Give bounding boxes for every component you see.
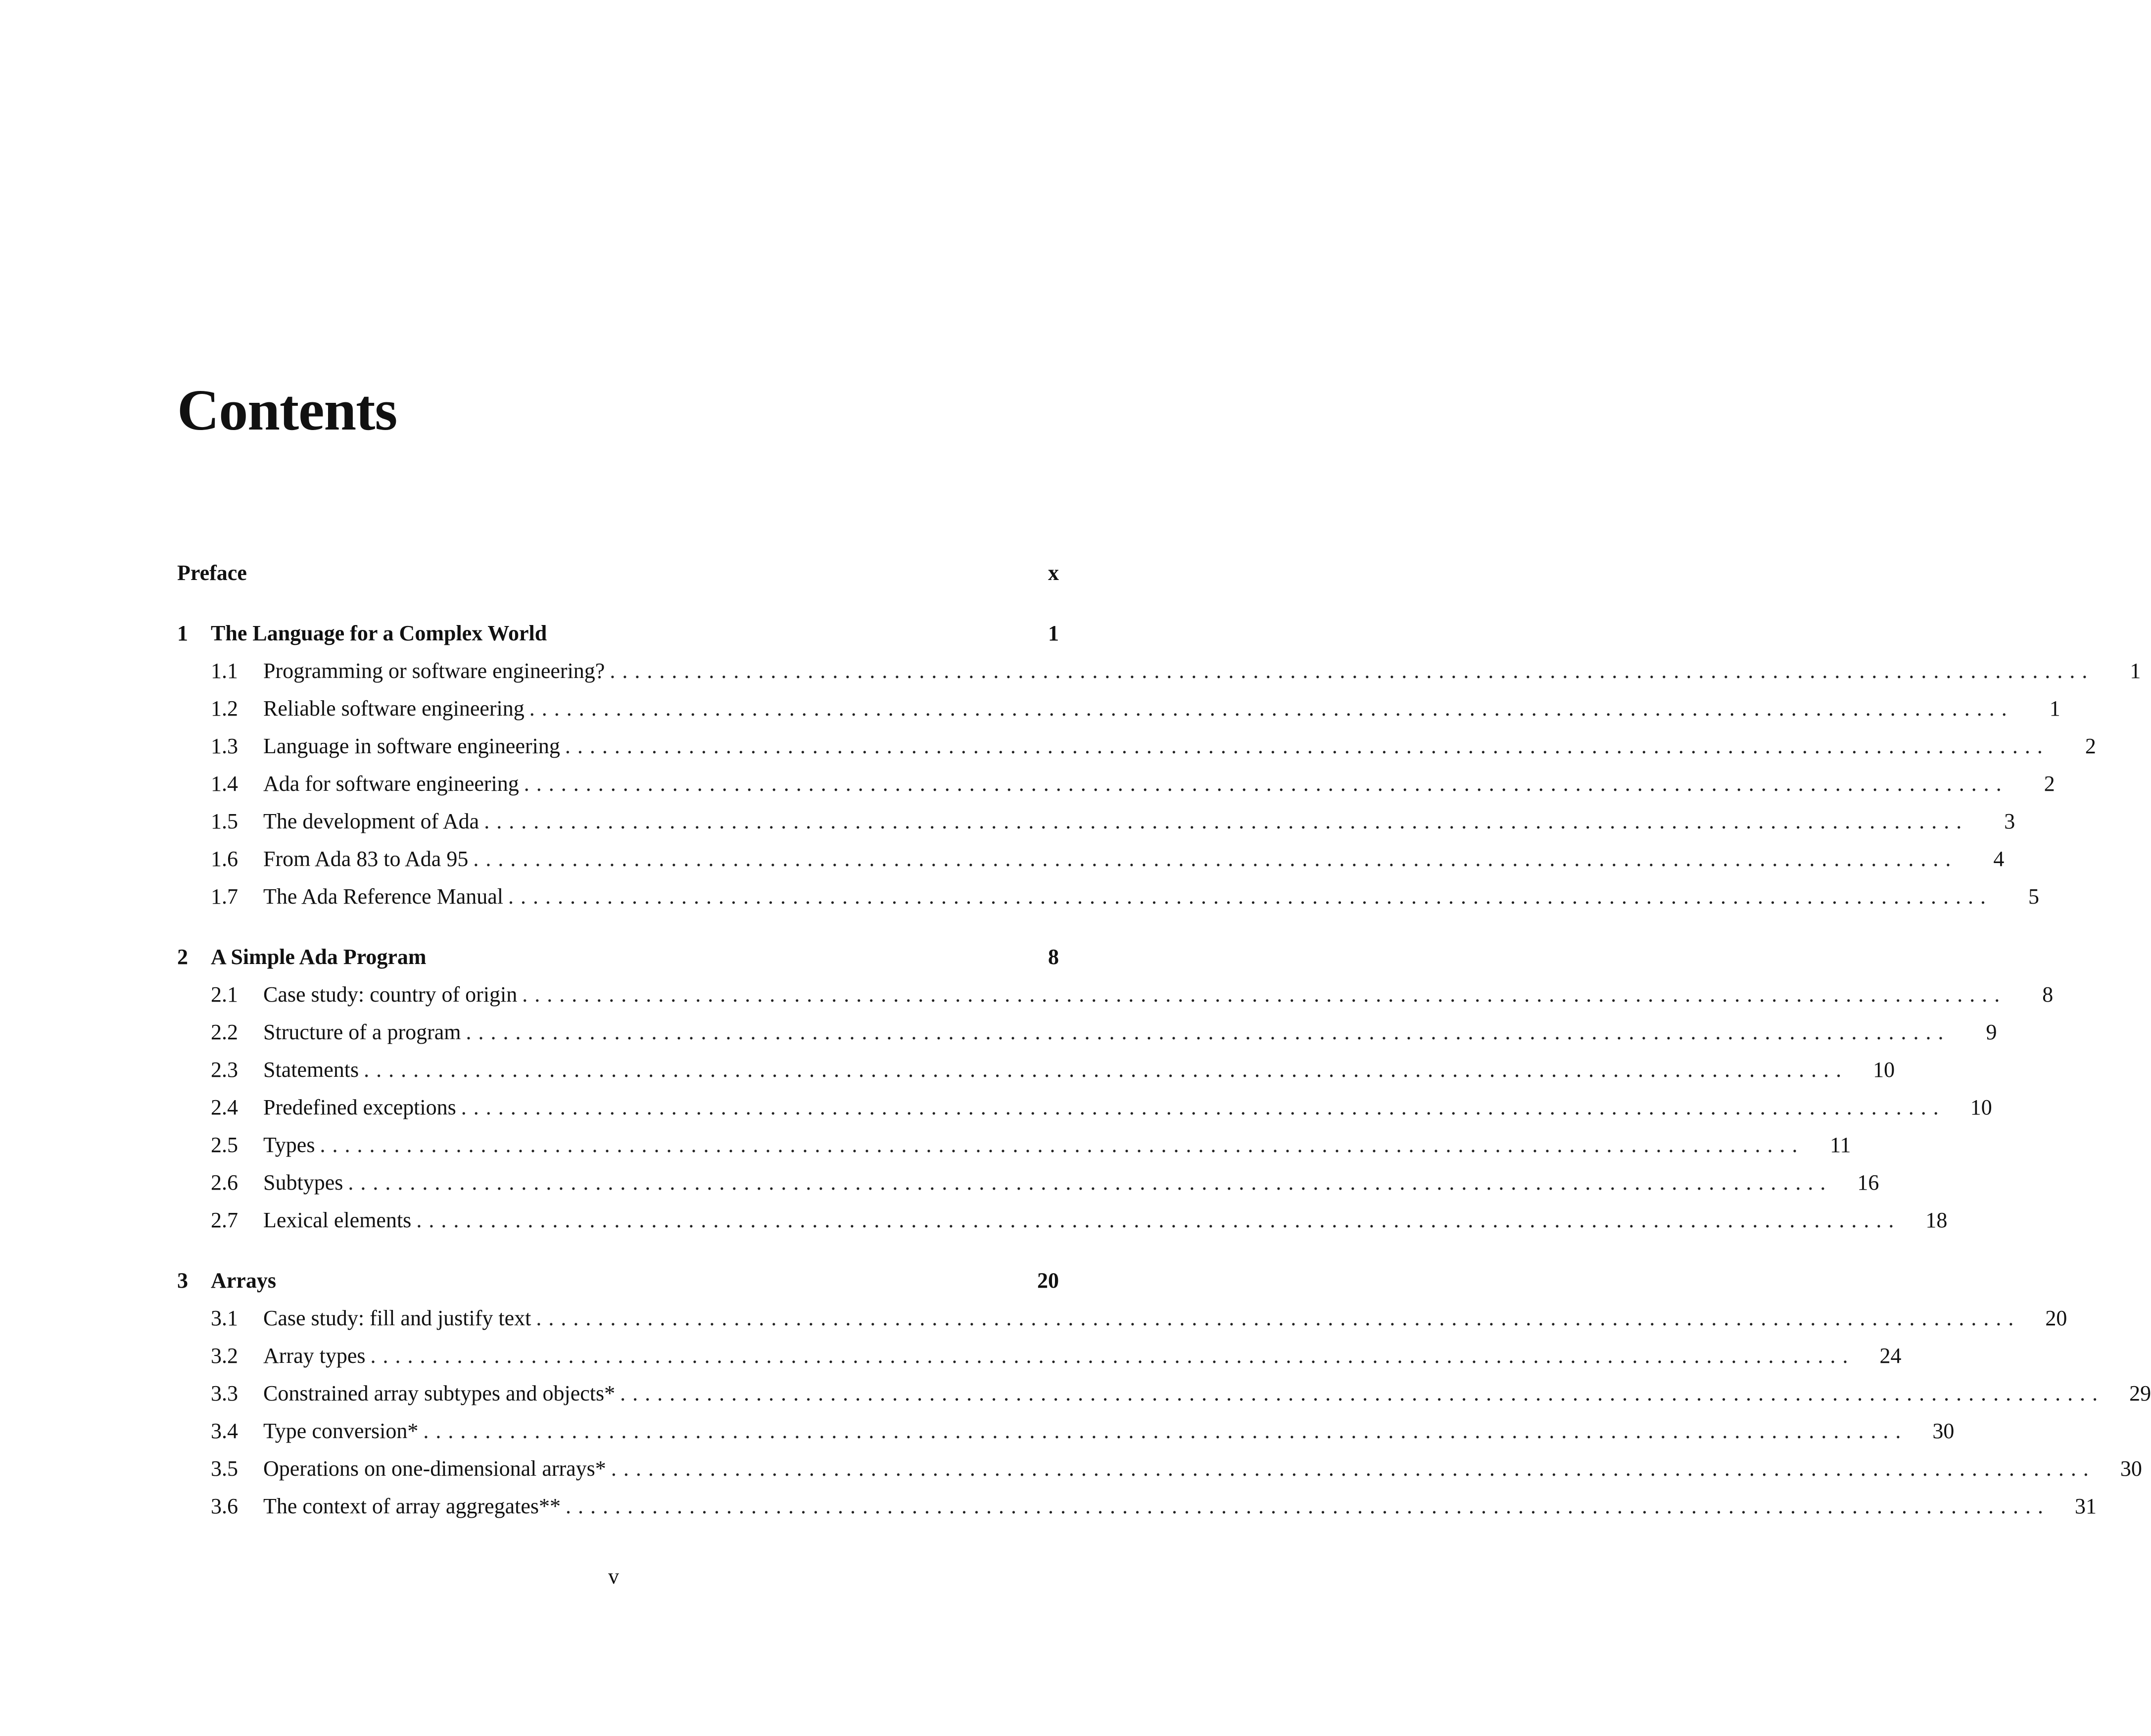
toc-entry-title: The context of array aggregates** bbox=[263, 1494, 561, 1518]
dot-leader: ........................................................................................................................ bbox=[536, 1306, 2021, 1330]
toc-preface-entry[interactable] bbox=[177, 554, 1059, 592]
toc-section-entry[interactable] bbox=[177, 652, 2141, 690]
toc-section-number: 3.2 bbox=[211, 1344, 238, 1368]
dot-leader: ........................................................................................................................ bbox=[508, 884, 1993, 909]
toc-section-number: 1.4 bbox=[211, 772, 238, 796]
toc-section-number: 3.3 bbox=[211, 1381, 238, 1405]
toc-entry-title: Types bbox=[263, 1133, 315, 1157]
toc-entry-page: 16 bbox=[1857, 1170, 1879, 1195]
toc-section-entry[interactable] bbox=[177, 1202, 1948, 1239]
dot-leader: ........................................................................................................................ bbox=[529, 696, 2014, 721]
toc-entry-title: The Language for a Complex World bbox=[211, 621, 547, 645]
dot-leader: ........................................................................................................................ bbox=[370, 1344, 1855, 1368]
toc-section-entry[interactable] bbox=[177, 1126, 1851, 1164]
toc-section-number: 3.5 bbox=[211, 1456, 238, 1481]
toc-entry-title: Case study: country of origin bbox=[263, 982, 518, 1007]
toc-section-entry[interactable] bbox=[177, 1450, 2142, 1488]
toc-entry-page: 18 bbox=[1925, 1208, 1948, 1232]
toc-entry-page: 2 bbox=[2085, 734, 2096, 758]
table-of-contents bbox=[177, 554, 2151, 1525]
toc-entry-title: Programming or software engineering? bbox=[263, 659, 605, 683]
toc-entry-page: 30 bbox=[2120, 1456, 2142, 1481]
toc-entry-page: 9 bbox=[1986, 1020, 1997, 1044]
page-number: v bbox=[608, 1564, 619, 1589]
toc-section-entry[interactable] bbox=[177, 1013, 1997, 1051]
toc-section-entry[interactable] bbox=[177, 765, 2055, 803]
toc-entry-title: Type conversion* bbox=[263, 1419, 419, 1443]
toc-section-entry[interactable] bbox=[177, 1300, 2067, 1337]
toc-section-entry[interactable] bbox=[177, 1164, 1879, 1202]
dot-leader: ........................................................................................................................ bbox=[320, 1133, 1805, 1157]
toc-entry-page: 1 bbox=[1048, 621, 1059, 645]
dot-leader: ........................................................................................................................ bbox=[611, 1456, 2096, 1481]
toc-section-number: 1.3 bbox=[211, 734, 238, 758]
toc-section-number: 1.2 bbox=[211, 696, 238, 721]
toc-section-number: 1.5 bbox=[211, 809, 238, 833]
toc-section-entry[interactable] bbox=[177, 1375, 2151, 1412]
toc-section-entry[interactable] bbox=[177, 690, 2060, 727]
toc-entry-page: 10 bbox=[1873, 1058, 1895, 1082]
toc-entry-title: Case study: fill and justify text bbox=[263, 1306, 531, 1330]
toc-entry-page: 10 bbox=[1970, 1095, 1992, 1119]
toc-section-entry[interactable] bbox=[177, 1488, 2097, 1525]
dot-leader: ........................................................................................................................ bbox=[524, 772, 2008, 796]
dot-leader: ........................................................................................................................ bbox=[416, 1208, 1901, 1232]
toc-section-entry[interactable] bbox=[177, 840, 2005, 878]
toc-entry-title: Ada for software engineering bbox=[263, 772, 519, 796]
toc-entry-page: 20 bbox=[1037, 1268, 1059, 1293]
dot-leader: ........................................................................................................................ bbox=[461, 1095, 1946, 1119]
toc-entry-title: Arrays bbox=[211, 1268, 276, 1293]
dot-leader: ........................................................................................................................ bbox=[473, 847, 1958, 871]
dot-leader: ........................................................................................................................ bbox=[484, 809, 1969, 833]
dot-leader: ........................................................................................................................ bbox=[466, 1020, 1951, 1044]
toc-entry-title: Subtypes bbox=[263, 1170, 343, 1195]
toc-section-entry[interactable] bbox=[177, 878, 2039, 916]
toc-entry-page: 8 bbox=[2042, 982, 2054, 1007]
toc-entry-page: 2 bbox=[2044, 772, 2055, 796]
toc-entry-title: From Ada 83 to Ada 95 bbox=[263, 847, 469, 871]
toc-section-number: 2.3 bbox=[211, 1058, 238, 1082]
toc-entry-title: Constrained array subtypes and objects* bbox=[263, 1381, 616, 1405]
toc-section-number: 1.7 bbox=[211, 884, 238, 909]
dot-leader: ........................................................................................................................ bbox=[565, 734, 2050, 758]
toc-entry-title: Operations on one-dimensional arrays* bbox=[263, 1456, 606, 1481]
toc-entry-title: Preface bbox=[177, 561, 247, 585]
dot-leader: ........................................................................................................................ bbox=[620, 1381, 2105, 1405]
dot-leader: ........................................................................................................................ bbox=[522, 982, 2007, 1007]
toc-chapter-entry[interactable] bbox=[177, 615, 1059, 652]
toc-entry-title: Statements bbox=[263, 1058, 359, 1082]
toc-entry-page: 4 bbox=[1993, 847, 2005, 871]
toc-entry-title: Reliable software engineering bbox=[263, 696, 525, 721]
toc-section-entry[interactable] bbox=[177, 727, 2096, 765]
toc-section-number: 1.6 bbox=[211, 847, 238, 871]
toc-section-number: 2.6 bbox=[211, 1170, 238, 1195]
toc-entry-page: 1 bbox=[2130, 659, 2141, 683]
toc-entry-page: 29 bbox=[2129, 1381, 2151, 1405]
toc-section-entry[interactable] bbox=[177, 1089, 1992, 1126]
toc-entry-title: The development of Ada bbox=[263, 809, 479, 833]
toc-entry-title: Predefined exceptions bbox=[263, 1095, 456, 1119]
toc-section-entry[interactable] bbox=[177, 1051, 1895, 1089]
toc-chapter-number: 2 bbox=[177, 945, 188, 969]
toc-chapter-entry[interactable] bbox=[177, 1262, 1059, 1300]
toc-entry-page: 1 bbox=[2049, 696, 2060, 721]
dot-leader: ........................................................................................................................ bbox=[610, 659, 2095, 683]
toc-section-number: 3.4 bbox=[211, 1419, 238, 1443]
toc-section-number: 3.6 bbox=[211, 1494, 238, 1518]
toc-chapter-number: 3 bbox=[177, 1268, 188, 1293]
dot-leader: ........................................................................................................................ bbox=[566, 1494, 2051, 1518]
toc-entry-title: Language in software engineering bbox=[263, 734, 560, 758]
dot-leader: ........................................................................................................................ bbox=[348, 1170, 1833, 1195]
toc-entry-page: 5 bbox=[2028, 884, 2039, 909]
toc-section-number: 2.2 bbox=[211, 1020, 238, 1044]
toc-entry-page: 11 bbox=[1830, 1133, 1851, 1157]
toc-entry-title: A Simple Ada Program bbox=[211, 945, 427, 969]
toc-entry-title: The Ada Reference Manual bbox=[263, 884, 503, 909]
toc-section-entry[interactable] bbox=[177, 803, 2015, 840]
toc-entry-title: Array types bbox=[263, 1344, 366, 1368]
toc-entry-page: 24 bbox=[1879, 1344, 1902, 1368]
toc-entry-page: 31 bbox=[2075, 1494, 2097, 1518]
dot-leader: ........................................................................................................................ bbox=[423, 1419, 1908, 1443]
toc-section-number: 2.7 bbox=[211, 1208, 238, 1232]
toc-entry-page: 30 bbox=[1932, 1419, 1955, 1443]
dot-leader: ........................................................................................................................ bbox=[364, 1058, 1849, 1082]
toc-section-number: 2.4 bbox=[211, 1095, 238, 1119]
toc-entry-title: Lexical elements bbox=[263, 1208, 412, 1232]
toc-section-number: 3.1 bbox=[211, 1306, 238, 1330]
toc-entry-page: 8 bbox=[1048, 945, 1059, 969]
toc-entry-page: 20 bbox=[2045, 1306, 2067, 1330]
page-title: Contents bbox=[177, 378, 397, 442]
toc-section-entry[interactable] bbox=[177, 1337, 1902, 1375]
toc-entry-page: x bbox=[1048, 561, 1059, 585]
toc-entry-title: Structure of a program bbox=[263, 1020, 461, 1044]
toc-section-number: 1.1 bbox=[211, 659, 238, 683]
toc-entry-page: 3 bbox=[2004, 809, 2015, 833]
toc-section-number: 2.5 bbox=[211, 1133, 238, 1157]
toc-section-number: 2.1 bbox=[211, 982, 238, 1007]
toc-chapter-number: 1 bbox=[177, 621, 188, 645]
toc-section-entry[interactable] bbox=[177, 976, 2054, 1013]
toc-chapter-entry[interactable] bbox=[177, 938, 1059, 976]
toc-section-entry[interactable] bbox=[177, 1412, 1955, 1450]
